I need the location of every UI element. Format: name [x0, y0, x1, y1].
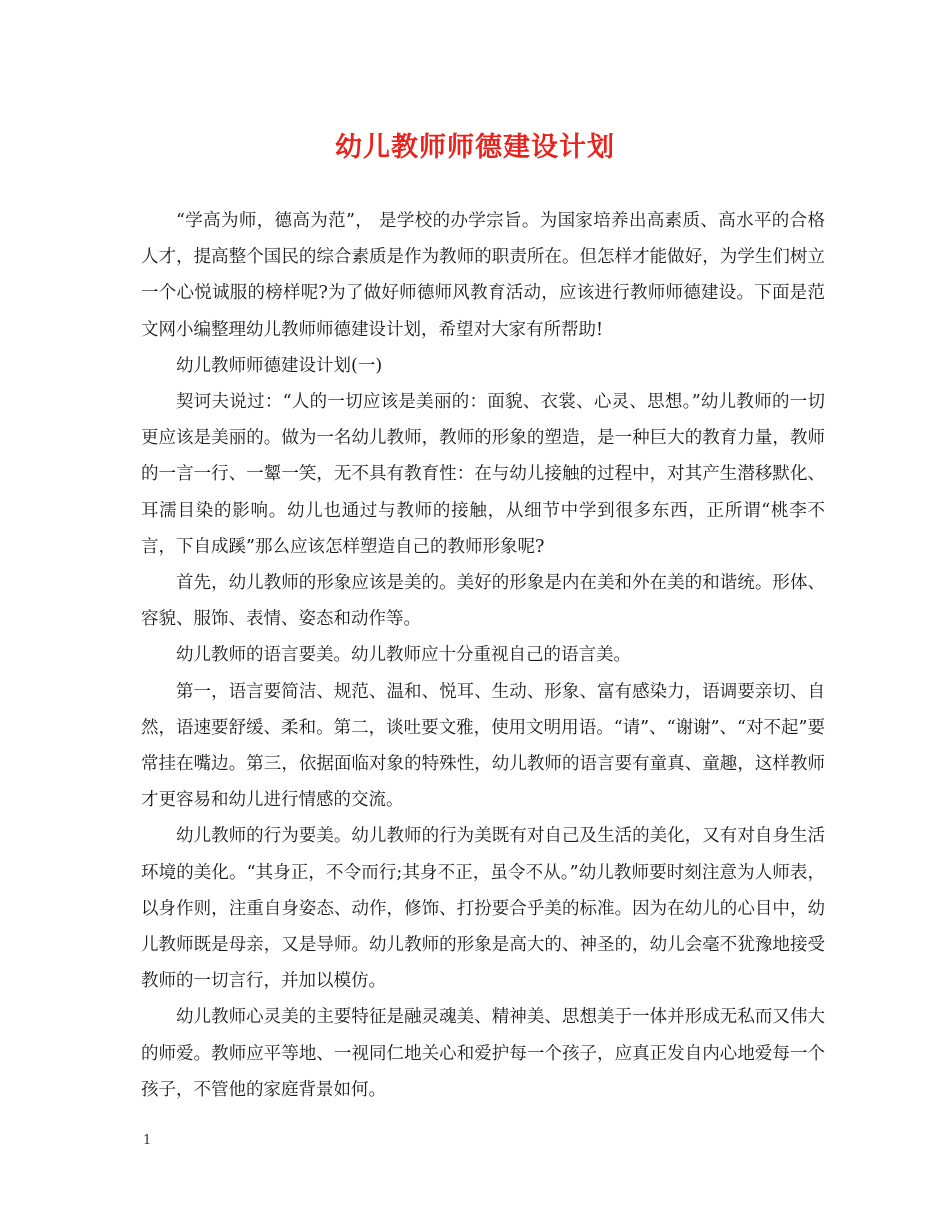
- paragraph: 幼儿教师的行为要美。幼儿教师的行为美既有对自己及生活的美化，又有对自身生活环境的美化。“其身正，不令而行;其身不正，虽令不从。”幼儿教师要时刻注意为人师表，以身作则，注重自身姿态、动作，修饰、打扮要合乎美的标准。因为在幼儿的心目中，幼儿教师既是母亲，又是导师。幼儿教师的形象是高大的、神圣的，幼儿会毫不犹豫地接受教师的一切言行，并加以模仿。: [141, 826, 825, 992]
- paragraph: 幼儿教师心灵美的主要特征是融灵魂美、精神美、思想美于一体并形成无私而又伟大的师爱。教师应平等地、一视同仁地关心和爱护每一个孩子，应真正发自内心地爱每一个孩子，不管他的家庭背景如何。: [141, 1007, 825, 1100]
- paragraph: 契诃夫说过：“人的一切应该是美丽的：面貌、衣裳、心灵、思想。”幼儿教师的一切更应该是美丽的。做为一名幼儿教师，教师的形象的塑造，是一种巨大的教育力量，教师的一言一行、一颦一笑，无不具有教育性：在与幼儿接触的过程中，对其产生潜移默化、耳濡目染的影响。幼儿也通过与教师的接触，从细节中学到很多东西，正所谓“桃李不言，下自成蹊”那么应该怎样塑造自己的教师形象呢?: [141, 392, 825, 557]
- paragraph: “学高为师，德高为范”， 是学校的办学宗旨。为国家培养出高素质、高水平的合格人才，提高整个国民的综合素质是作为教师的职责所在。但怎样才能做好，为学生们树立一个心悦诚服的榜样呢?为了做好师德师风教育活动，应该进行教师师德建设。下面是范文网小编整理幼儿教师师德建设计划，希望对大家有所帮助!: [141, 211, 825, 340]
- paragraph: 首先，幼儿教师的形象应该是美的。美好的形象是内在美和外在美的和谐统。形体、容貌、服饰、表情、姿态和动作等。: [141, 573, 825, 630]
- paragraph: 幼儿教师的语言要美。幼儿教师应十分重视自己的语言美。: [176, 645, 631, 666]
- document-body: [141, 203, 825, 1108]
- section-heading: 幼儿教师师德建设计划(一): [176, 355, 383, 376]
- paragraph: 第一，语言要简洁、规范、温和、悦耳、生动、形象、富有感染力，语调要亲切、自然，语速要舒缓、柔和。第二，谈吐要文雅，使用文明用语。“请”、“谢谢”、“对不起”要常挂在嘴边。第三，依据面临对象的特殊性，幼儿教师的语言要有童真、童趣，这样教师才更容易和幼儿进行情感的交流。: [141, 681, 825, 811]
- document-title: 幼儿教师师德建设计划: [335, 132, 615, 163]
- page-number: 1: [143, 1133, 152, 1148]
